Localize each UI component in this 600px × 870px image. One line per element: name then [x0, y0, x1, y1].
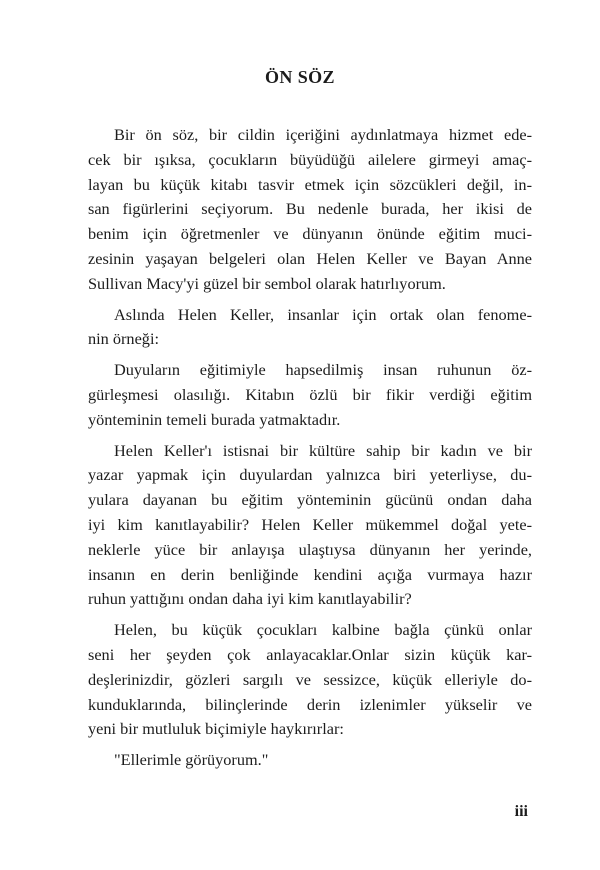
text-line: Helen Keller'ı istisnai bir kültüre sahip bir kadın ve bir — [114, 440, 532, 460]
paragraph-1 — [88, 123, 532, 297]
text-line: benim için öğretmenler ve dünyanın önünde eğitim muci- — [88, 224, 532, 244]
text-line: neklerle yüce bir anlayışa ulaştıysa dünyanın her yerinde, — [88, 539, 532, 559]
text-line: yönteminin temeli burada yatmaktadır. — [88, 409, 341, 429]
text-line: cek bir ışıksa, çocukların büyüdüğü ailelere girmeyi amaç- — [88, 149, 532, 169]
text-line: yeni bir mutluluk biçimiyle haykırırlar: — [88, 719, 344, 739]
paragraph-2 — [88, 303, 532, 353]
body-text — [88, 123, 532, 773]
text-line: layan bu küçük kitabı tasvir etmek için sözcükleri değil, in- — [88, 174, 532, 194]
text-line: Aslında Helen Keller, insanlar için ortak olan fenome- — [114, 304, 532, 324]
paragraph-6 — [88, 748, 532, 773]
page-number: iii — [514, 803, 528, 820]
text-line: gürleşmesi olasılığı. Kitabın özlü bir fikir verdiği eğitim — [88, 384, 532, 404]
page-title: ÖN SÖZ — [265, 67, 335, 87]
text-line: nin örneği: — [88, 329, 159, 349]
text-line: kunduklarında, bilinçlerinde derin izlenimler yükselir ve — [88, 694, 532, 714]
text-line: Bir ön söz, bir cildin içeriğini aydınlatmaya hizmet ede- — [114, 125, 532, 144]
text-line: san figürlerini seçiyorum. Bu nedenle burada, her ikisi de — [88, 199, 532, 219]
text-line: yazar yapmak için duyulardan yalnızca biri yeterliyse, du- — [88, 465, 532, 485]
paragraph-4 — [88, 439, 532, 613]
paragraph-5 — [88, 618, 532, 742]
text-line: ruhun yattığını ondan daha iyi kim kanıtlayabilir? — [88, 589, 412, 609]
text-line: deşlerinizdir, gözleri sargılı ve sessizce, küçük elleriyle do- — [88, 669, 532, 689]
text-line: insanın en derin benliğinde kendini açığa vurmaya hazır — [88, 564, 532, 584]
text-line: zesinin yaşayan belgeleri olan Helen Keller ve Bayan Anne — [88, 248, 532, 268]
text-line: iyi kim kanıtlayabilir? Helen Keller mükemmel doğal yete- — [88, 514, 532, 534]
paragraph-3 — [88, 358, 532, 432]
text-line: seni her şeyden çok anlayacaklar.Onlar sizin küçük kar- — [88, 644, 532, 664]
text-line: Duyuların eğitimiyle hapsedilmiş insan ruhunun öz- — [114, 360, 532, 380]
text-line: Helen, bu küçük çocukları kalbine bağla çünkü onlar — [114, 620, 532, 640]
text-line: Sullivan Macy'yi güzel bir sembol olarak hatırlıyorum. — [88, 273, 446, 293]
text-line: "Ellerimle görüyorum." — [114, 750, 269, 770]
text-line: yulara dayanan bu eğitim yönteminin gücünü ondan daha — [88, 490, 532, 510]
